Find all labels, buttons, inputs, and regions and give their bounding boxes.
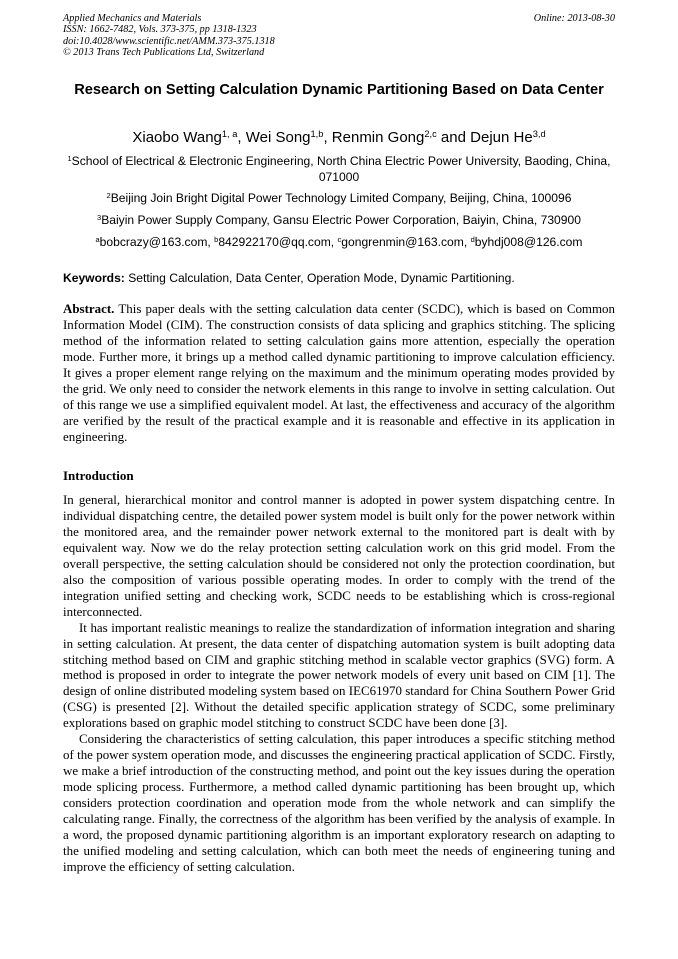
paper-title: Research on Setting Calculation Dynamic Partitioning Based on Data Center <box>74 82 604 98</box>
doi-line: doi:10.4028/www.scientific.net/AMM.373-375.1318 <box>63 35 275 47</box>
keywords-text: Setting Calculation, Data Center, Operation Mode, Dynamic Partitioning. <box>128 271 515 285</box>
email-address: bobcrazy@163.com <box>99 235 208 249</box>
online-date: Online: 2013-08-30 <box>533 13 615 24</box>
copyright-line: © 2013 Trans Tech Publications Ltd, Switzerland <box>63 46 265 58</box>
email-separator: , <box>207 235 215 249</box>
email-separator: , <box>463 235 471 249</box>
author-separator: , <box>237 129 246 146</box>
keywords-label: Keywords: <box>63 271 125 285</box>
abstract-label: Abstract. <box>63 301 115 316</box>
body-paragraph: Considering the characteristics of setting calculation, this paper introduces a specific stitching method of the power system operation mode, and discusses the engineering practical application of SCDC. Firstly, we make a brief introduction of the constructing method, and point out the key issues during the operation mode splicing process. Furthermore, a method called dynamic partitioning has been brought up, which considers protection coordination and operation mode from the whole network and can simplify the calculating range. Finally, the correctness of the algorithm has been verified by the analysis of example. In a word, the proposed dynamic partitioning algorithm is an important exploratory research on adapting to the unified modeling and setting calculation, which can both meet the needs of engineering tuning and improve the efficiency of setting calculation. <box>63 731 615 874</box>
journal-name: Applied Mechanics and Materials <box>63 13 202 24</box>
author-superscript: 2,c <box>424 128 437 139</box>
issn-line: ISSN: 1662-7482, Vols. 373-375, pp 1318-1323 <box>63 24 257 36</box>
author-superscript: 1,b <box>310 128 324 139</box>
author-separator: and <box>436 129 471 146</box>
body-paragraph: In general, hierarchical monitor and control manner is adopted in power system dispatching centre. In individual dispatching centre, the detailed power system model is built only for the power network within the monitored area, and the remainder power network external to the monitored part is dealt with by equivalent way. Now we do the relay protection setting calculation work on this grid model. From the overall perspective, the setting calculation should be considered not only the protection coordination, but also the composition of various possible operating modes. In order to comply with the trend of the integration unified setting and checking work, SCDC needs to be establishing which is cross-regional interconnected. <box>63 492 615 619</box>
email-superscript: b <box>214 234 219 244</box>
affiliation-superscript: 2 <box>106 190 111 200</box>
email-superscript: a <box>95 234 100 244</box>
email-separator: , <box>330 235 338 249</box>
affiliation-2 <box>63 191 615 207</box>
section-heading-introduction: Introduction <box>63 468 134 483</box>
abstract-paragraph <box>63 301 615 445</box>
abstract-text: This paper deals with the setting calculation data center (SCDC), which is based on Common Information Model (CIM). The construction consists of data splicing and graphics stitching. The splicing method of the information related to setting calculation gains more attention, especially the operation mode. Further more, it brings up a method called dynamic partitioning to improve calculation efficiency. It gives a proper element range relying on the maximum and the minimum operating modes provided by the grid. We only need to consider the network elements in this range to involve in setting calculation. Out of this range we use a simplified equivalent model. At last, the effectiveness and accuracy of the algorithm are verified by the result of the practical example and it is reasonable and effective in its application in engineering. <box>63 301 615 444</box>
author-superscript: 1, a <box>221 128 238 139</box>
author-name: Renmin Gong <box>331 129 425 146</box>
affiliation-superscript: 3 <box>97 212 102 222</box>
author-name: Dejun He <box>470 129 533 146</box>
keywords-line <box>63 271 615 286</box>
affiliation-1 <box>63 154 615 185</box>
email-address: 842922170@qq.com <box>218 235 331 249</box>
affiliation-text: Beijing Join Bright Digital Power Technology Limited Company, Beijing, China, 100096 <box>110 191 572 205</box>
author-name: Xiaobo Wang <box>132 129 222 146</box>
author-name: Wei Song <box>245 129 311 146</box>
author-superscript: 3,d <box>532 128 546 139</box>
email-superscript: c <box>337 234 342 244</box>
author-separator: , <box>323 129 332 146</box>
email-address: gongrenmin@163.com <box>341 235 464 249</box>
email-superscript: d <box>470 234 475 244</box>
author-list <box>63 129 615 147</box>
affiliation-3 <box>63 213 615 229</box>
body-paragraph: It has important realistic meanings to realize the standardization of information integration and sharing in setting calculation. At present, the data center of dispatching automation system is built adopting data stitching method based on CIM and graphic stitching method in scalable vector graphics (SVG) form. A method is proposed in order to integrate the power network models of every unit based on CIM [1]. The design of online distributed modeling system based on IEC61970 standard for China Southern Power Grid (CSG) is presented [2]. Without the detailed specific application strategy of SCDC, some preliminary explorations based on graphic model stitching to construct SCDC have been done [3]. <box>63 619 615 731</box>
introduction-body <box>63 492 615 875</box>
affiliation-text: School of Electrical & Electronic Engineering, North China Electric Power University, Baoding, China, 071000 <box>71 154 611 184</box>
journal-header <box>63 13 615 58</box>
email-list <box>63 235 615 251</box>
affiliation-superscript: 1 <box>67 153 72 163</box>
email-address: byhdj008@126.com <box>474 235 583 249</box>
affiliation-text: Baiyin Power Supply Company, Gansu Electric Power Corporation, Baiyin, China, 730900 <box>101 213 581 227</box>
